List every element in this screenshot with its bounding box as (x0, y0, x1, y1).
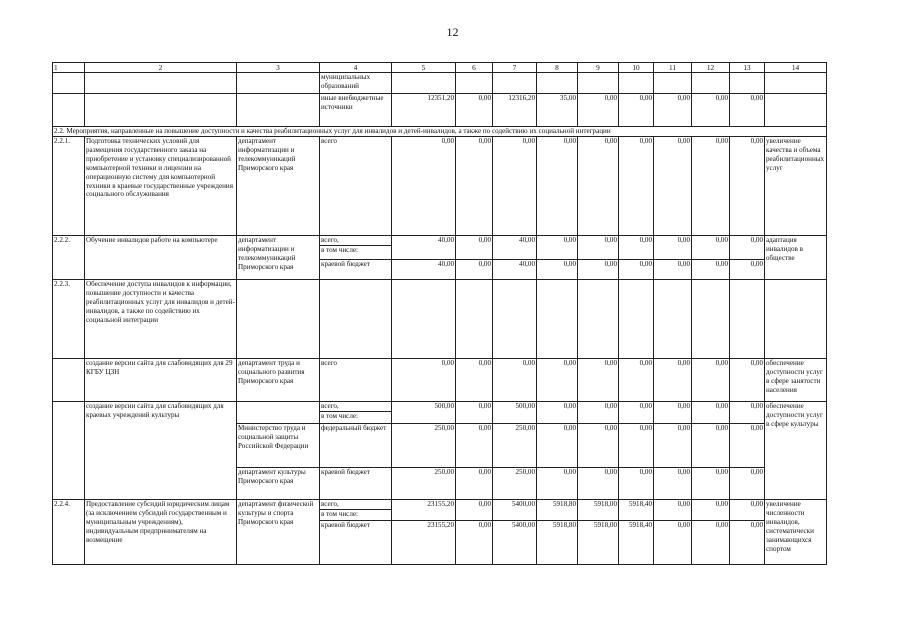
table-row (53, 94, 827, 127)
funding-source: иные внебюджетные источники (320, 94, 392, 127)
executor: департамент информатизации и телекоммуникаций Приморского края (237, 236, 320, 280)
item-name: Обучение инвалидов работе на компьютере (85, 236, 237, 280)
value-cell: 0,00 (692, 500, 730, 521)
executor: Министерство труда и социальной защиты Российской Федерации (237, 424, 320, 468)
value-cell: 5400,00 (493, 500, 537, 521)
funding-source: всего (320, 137, 392, 236)
value-cell: 5918,80 (537, 521, 578, 565)
value-cell: 0,00 (456, 424, 493, 468)
expected-result: увеличение численности инвалидов, систематически занимающихся спортом (765, 500, 827, 565)
executor: департамент информатизации и телекоммуникаций Приморского края (237, 137, 320, 236)
funding-source: краевой бюджет (320, 468, 392, 500)
table-row (53, 359, 827, 402)
expected-result: увеличение качества и объема реабилитационных услуг (765, 137, 827, 236)
value-cell: 250,00 (493, 468, 537, 500)
value-cell: 250,00 (493, 424, 537, 468)
value-cell: 0,00 (654, 424, 692, 468)
expected-result: обеспечение доступности услуг в сфере занятости населения (765, 359, 827, 402)
value-cell: 0,00 (730, 521, 765, 565)
value-cell: 0,00 (537, 359, 578, 402)
value-cell: 0,00 (730, 359, 765, 402)
funding-source (320, 500, 392, 521)
expected-result: адаптация инвалидов в обществе (765, 236, 827, 280)
value-cell: 0,00 (730, 500, 765, 521)
value-cell: 0,00 (654, 500, 692, 521)
item-name: Подготовка технических условий для размещения государственного заказа на приобретение и установку специализированной компьютерной техники и лицензии на операционную систему для компьютерной техники в краевые государственные учреждения социального обслуживания (85, 137, 237, 236)
col-number: 14 (765, 63, 827, 73)
value-cell: 5918,40 (619, 521, 654, 565)
col-number: 9 (578, 63, 619, 73)
value-cell: 0,00 (456, 402, 493, 424)
col-number: 11 (654, 63, 692, 73)
value-cell: 0,00 (537, 236, 578, 260)
value-cell: 0,00 (730, 94, 765, 127)
value-cell: 0,00 (578, 236, 619, 260)
table-row (53, 236, 827, 260)
value-cell: 0,00 (619, 94, 654, 127)
value-cell: 0,00 (456, 500, 493, 521)
value-cell: 0,00 (654, 359, 692, 402)
value-cell: 0,00 (692, 402, 730, 424)
funding-source-including: в том числе: (320, 509, 391, 519)
table-row (53, 500, 827, 521)
value-cell: 0,00 (456, 468, 493, 500)
value-cell: 0,00 (692, 260, 730, 280)
table-row (53, 73, 827, 94)
funding-source: краевой бюджет (320, 521, 392, 565)
value-cell: 0,00 (730, 236, 765, 260)
value-cell: 23155,20 (392, 521, 456, 565)
value-cell: 500,00 (493, 402, 537, 424)
value-cell: 0,00 (692, 137, 730, 236)
value-cell: 0,00 (578, 137, 619, 236)
value-cell: 250,00 (392, 424, 456, 468)
value-cell: 0,00 (456, 236, 493, 260)
col-number: 6 (456, 63, 493, 73)
value-cell: 0,00 (537, 424, 578, 468)
value-cell: 0,00 (578, 260, 619, 280)
value-cell: 0,00 (654, 137, 692, 236)
col-number: 4 (320, 63, 392, 73)
program-table (52, 62, 827, 565)
funding-source-total: всего, (321, 236, 339, 244)
item-name: Обеспечение доступа инвалидов к информации, повышение доступности и качества реабилитационных услуг для инвалидов и детей-инвалидов, а также по содействию их социальной интеграции (85, 280, 237, 359)
value-cell: 0,00 (619, 402, 654, 424)
funding-source: муниципальных образований (320, 73, 392, 94)
page-number: 12 (446, 25, 459, 39)
value-cell: 0,00 (537, 260, 578, 280)
value-cell: 0,00 (654, 236, 692, 260)
value-cell: 12351,20 (392, 94, 456, 127)
value-cell: 0,00 (619, 424, 654, 468)
value-cell: 5918,00 (578, 500, 619, 521)
value-cell: 0,00 (619, 260, 654, 280)
executor: департамент культуры Приморского края (237, 468, 320, 500)
executor: департамент физической культуры и спорта Приморского края (237, 500, 320, 565)
funding-source-total: всего, (321, 402, 339, 410)
col-number: 1 (53, 63, 85, 73)
section-title: 2.2. Мероприятия, направленные на повышение доступности и качества реабилитационных услуг для инвалидов и детей-инвалидов, а также по содействию их социальной интеграции (53, 127, 827, 137)
funding-source: краевой бюджет (320, 260, 392, 280)
value-cell: 0,00 (537, 137, 578, 236)
value-cell: 0,00 (654, 402, 692, 424)
table-row (53, 280, 827, 359)
value-cell: 0,00 (730, 260, 765, 280)
funding-source: федеральный бюджет (320, 424, 392, 468)
value-cell: 0,00 (692, 236, 730, 260)
col-number: 7 (493, 63, 537, 73)
value-cell: 40,00 (392, 260, 456, 280)
col-number: 13 (730, 63, 765, 73)
value-cell: 35,00 (537, 94, 578, 127)
value-cell: 0,00 (654, 521, 692, 565)
value-cell: 0,00 (456, 521, 493, 565)
value-cell: 40,00 (493, 236, 537, 260)
value-cell: 5918,80 (537, 500, 578, 521)
value-cell: 0,00 (730, 402, 765, 424)
funding-source (320, 402, 392, 424)
value-cell: 0,00 (730, 137, 765, 236)
column-numbers-row (53, 63, 827, 73)
value-cell: 5918,40 (619, 500, 654, 521)
item-number: 2.2.2. (53, 236, 85, 280)
value-cell: 0,00 (730, 468, 765, 500)
section-row (53, 127, 827, 137)
value-cell: 5400,00 (493, 521, 537, 565)
value-cell: 0,00 (692, 424, 730, 468)
item-number: 2.2.3. (53, 280, 85, 359)
col-number: 8 (537, 63, 578, 73)
funding-source-total: всего, (321, 500, 339, 508)
value-cell: 0,00 (493, 359, 537, 402)
value-cell: 0,00 (578, 424, 619, 468)
expected-result: обеспечение доступности услуг в сфере культуры (765, 402, 827, 500)
col-number: 5 (392, 63, 456, 73)
funding-source-including: в том числе: (320, 411, 391, 421)
value-cell: 0,00 (493, 137, 537, 236)
executor: департамент труда и социального развития Приморского края (237, 359, 320, 402)
funding-source (320, 236, 392, 260)
value-cell: 0,00 (619, 137, 654, 236)
value-cell: 0,00 (692, 94, 730, 127)
value-cell: 250,00 (392, 468, 456, 500)
value-cell: 0,00 (654, 468, 692, 500)
table-row (53, 137, 827, 236)
value-cell: 0,00 (578, 468, 619, 500)
value-cell: 0,00 (730, 424, 765, 468)
item-number: 2.2.4. (53, 500, 85, 565)
col-number: 2 (85, 63, 237, 73)
value-cell: 0,00 (392, 359, 456, 402)
value-cell: 0,00 (578, 359, 619, 402)
col-number: 12 (692, 63, 730, 73)
value-cell: 0,00 (578, 94, 619, 127)
value-cell: 0,00 (456, 137, 493, 236)
item-number: 2.2.1. (53, 137, 85, 236)
item-name: Предоставление субсидий юридическим лицам (за исключением субсидий государственным и муниципальным учреждениям), индивидуальным предпринимателям на возмещение (85, 500, 237, 565)
value-cell: 0,00 (619, 359, 654, 402)
value-cell: 0,00 (456, 260, 493, 280)
value-cell: 0,00 (619, 468, 654, 500)
value-cell: 12316,20 (493, 94, 537, 127)
item-name: создание версии сайта для слабовидящих для 29 КГБУ ЦЗН (85, 359, 237, 402)
value-cell: 0,00 (692, 359, 730, 402)
value-cell: 40,00 (392, 236, 456, 260)
col-number: 3 (237, 63, 320, 73)
value-cell: 0,00 (654, 94, 692, 127)
funding-source: всего (320, 359, 392, 402)
value-cell: 0,00 (692, 521, 730, 565)
value-cell: 40,00 (493, 260, 537, 280)
value-cell: 0,00 (392, 137, 456, 236)
funding-source-including: в том числе: (320, 245, 391, 255)
value-cell: 0,00 (692, 468, 730, 500)
value-cell: 0,00 (456, 359, 493, 402)
value-cell: 0,00 (654, 260, 692, 280)
value-cell: 0,00 (537, 468, 578, 500)
item-name: создание версии сайта для слабовидящих для краевых учреждений культуры (85, 402, 237, 500)
value-cell: 0,00 (456, 94, 493, 127)
value-cell: 0,00 (537, 402, 578, 424)
value-cell: 5918,00 (578, 521, 619, 565)
value-cell: 23155,20 (392, 500, 456, 521)
value-cell: 0,00 (619, 236, 654, 260)
col-number: 10 (619, 63, 654, 73)
value-cell: 500,00 (392, 402, 456, 424)
table-row (53, 402, 827, 424)
value-cell: 0,00 (578, 402, 619, 424)
